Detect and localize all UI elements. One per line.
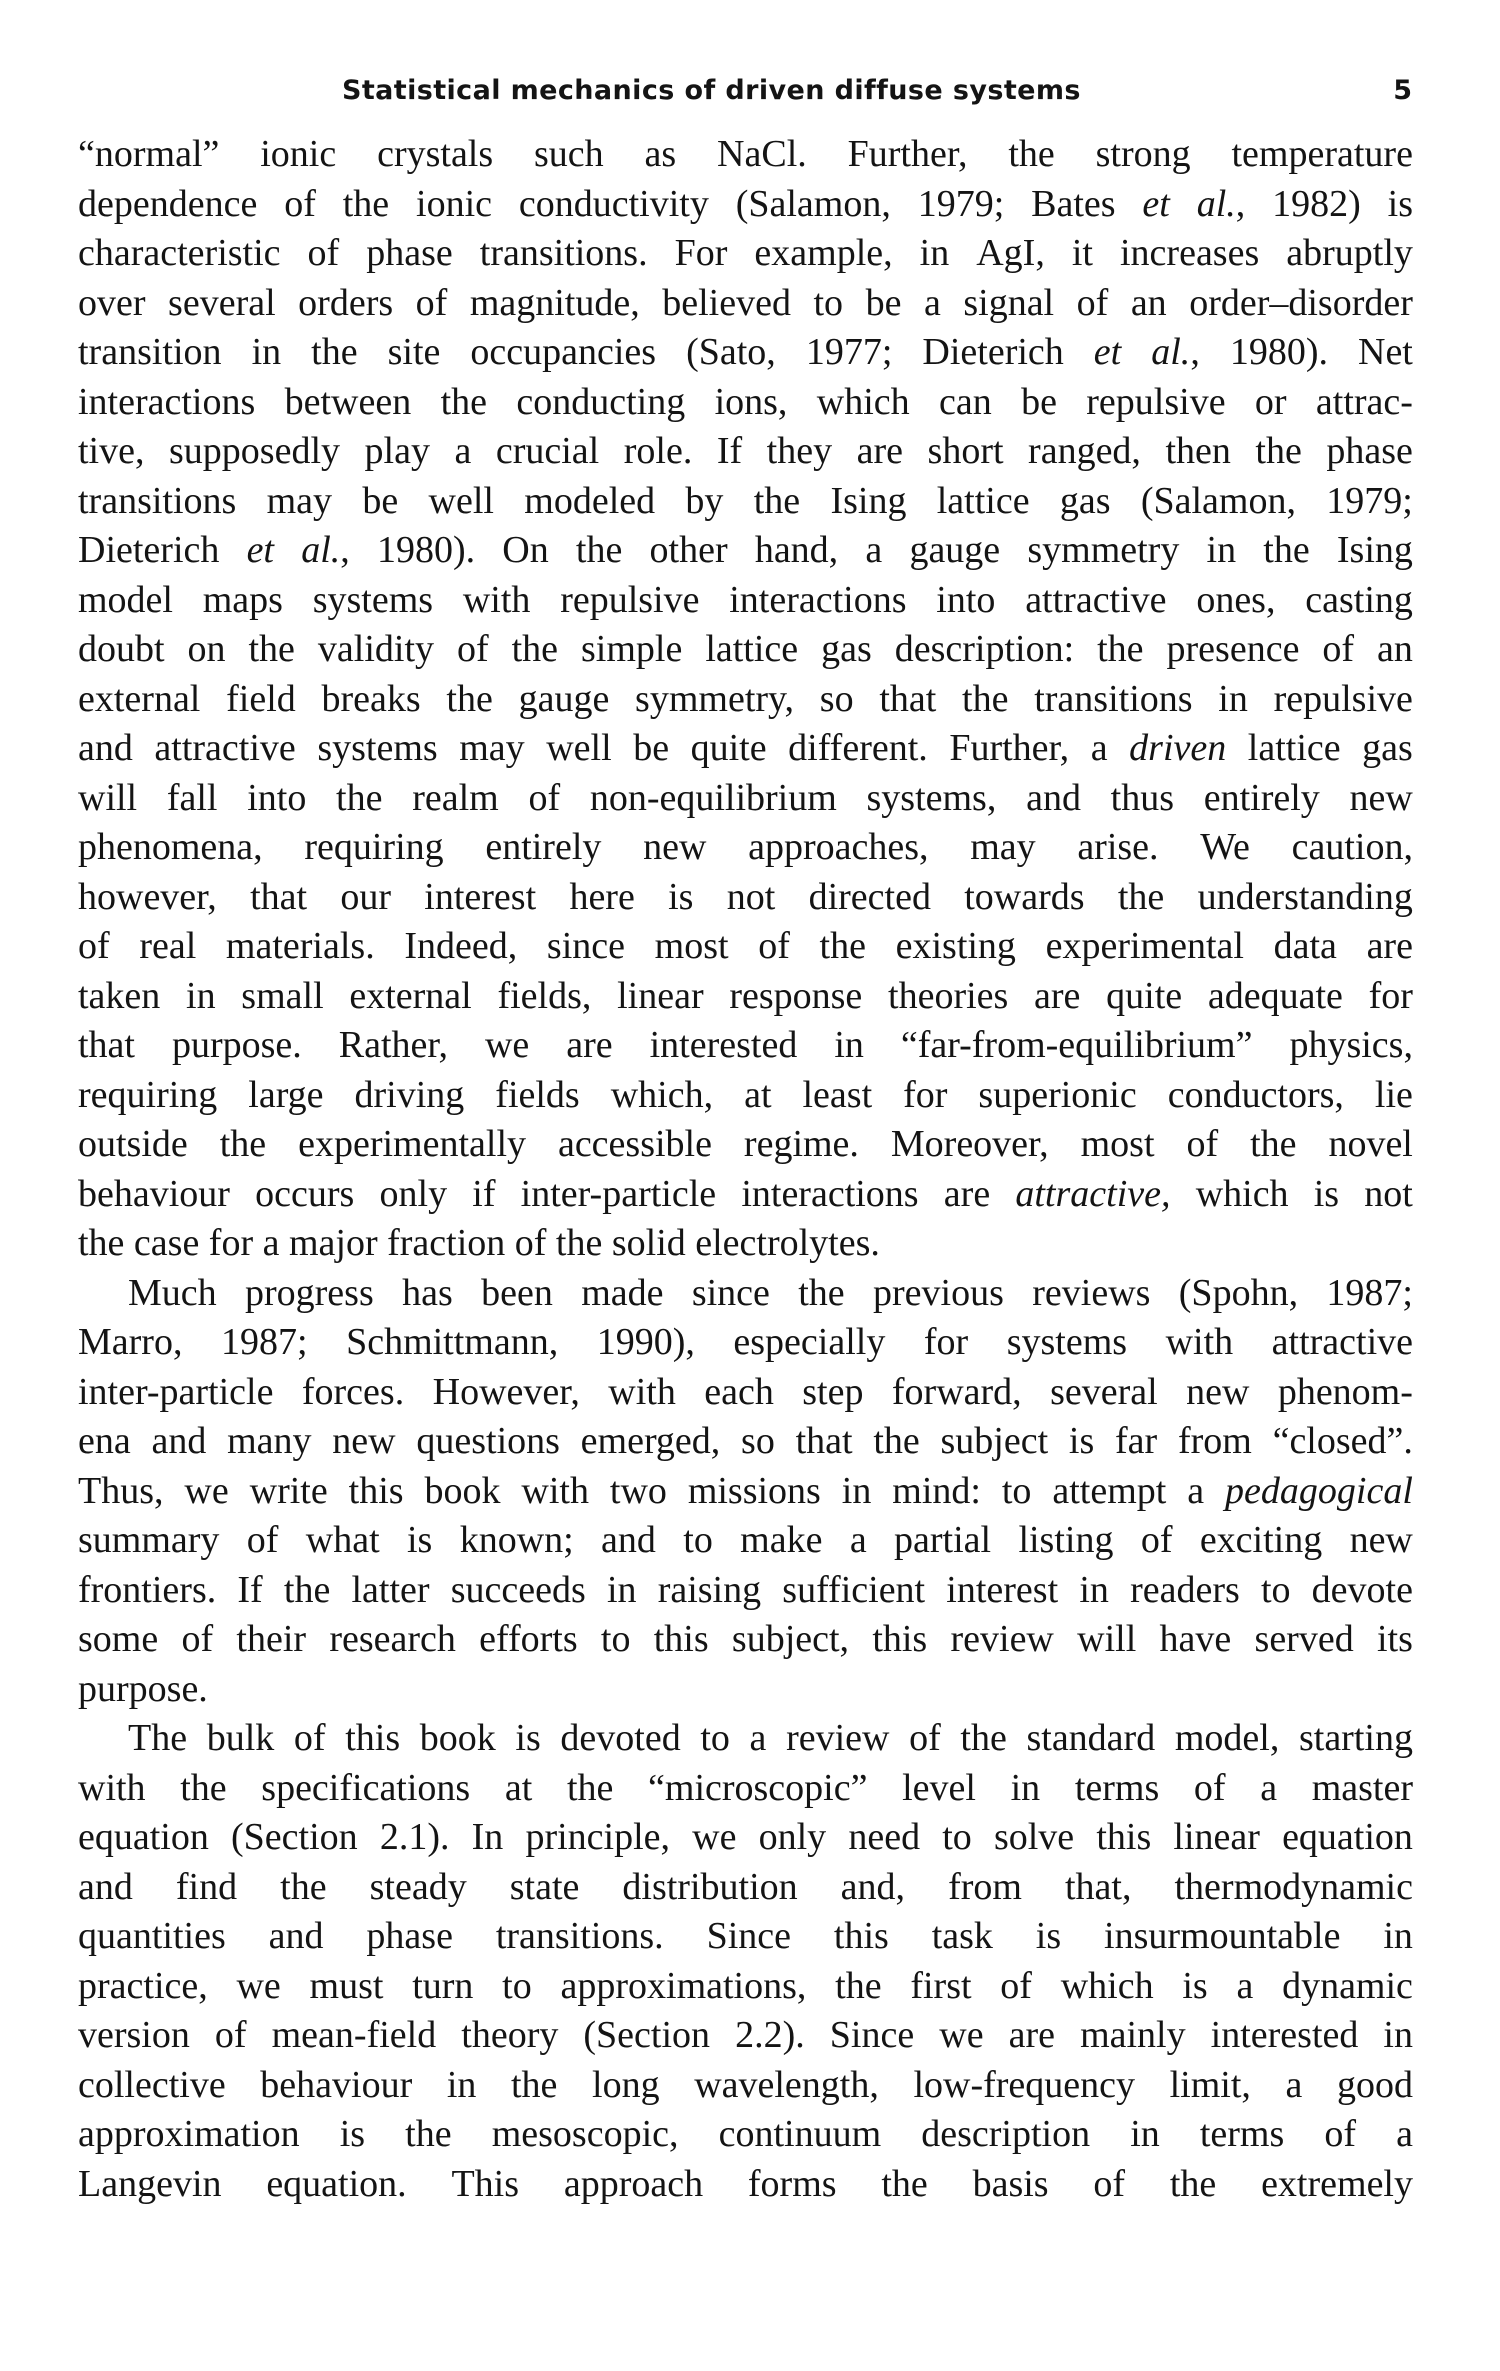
running-title: Statistical mechanics of driven diffuse systems <box>342 75 1081 106</box>
text-line: Marro, 1987; Schmittmann, 1990), especially for systems with attractive <box>78 1321 1413 1363</box>
text-line: ena and many new questions emerged, so that the subject is far from “closed”. <box>78 1420 1413 1462</box>
body-text <box>78 130 1413 2209</box>
text-line: “normal” ionic crystals such as NaCl. Further, the strong temperature <box>78 133 1413 175</box>
text-line: outside the experimentally accessible regime. Moreover, most of the novel <box>78 1123 1413 1165</box>
text-line: Langevin equation. This approach forms the basis of the extremely <box>78 2162 1413 2205</box>
text-line: transitions may be well modeled by the Ising lattice gas (Salamon, 1979; <box>78 479 1413 522</box>
text-line: purpose. <box>78 1667 208 1710</box>
text-line: quantities and phase transitions. Since this task is insurmountable in <box>78 1915 1413 1957</box>
text-line: with the specifications at the “microscopic” level in terms of a master <box>78 1766 1413 1809</box>
text-line: version of mean-field theory (Section 2.2). Since we are mainly interested in <box>78 2014 1413 2056</box>
text-line: of real materials. Indeed, since most of the existing experimental data are <box>78 925 1413 967</box>
text-line: phenomena, requiring entirely new approaches, may arise. We caution, <box>78 826 1413 868</box>
text-line: Thus, we write this book with two missions in mind: to attempt a pedagogical <box>78 1469 1413 1512</box>
text-line: summary of what is known; and to make a partial listing of exciting new <box>78 1519 1413 1561</box>
text-line: Dieterich et al., 1980). On the other hand, a gauge symmetry in the Ising <box>78 529 1413 571</box>
paragraph <box>78 1269 1413 1715</box>
text-line: inter-particle forces. However, with each step forward, several new phenom- <box>78 1370 1413 1413</box>
text-line: Much progress has been made since the previous reviews (Spohn, 1987; <box>128 1271 1413 1314</box>
text-line: doubt on the validity of the simple lattice gas description: the presence of an <box>78 628 1413 670</box>
text-line: dependence of the ionic conductivity (Salamon, 1979; Bates et al., 1982) is <box>78 182 1413 225</box>
text-line: external field breaks the gauge symmetry, so that the transitions in repulsive <box>78 677 1413 720</box>
text-line: equation (Section 2.1). In principle, we only need to solve this linear equation <box>78 1816 1413 1858</box>
text-line: behaviour occurs only if inter-particle interactions are attractive, which is not <box>78 1172 1413 1215</box>
text-line: taken in small external fields, linear response theories are quite adequate for <box>78 974 1413 1017</box>
text-line: transition in the site occupancies (Sato, 1977; Dieterich et al., 1980). Net <box>78 331 1413 373</box>
text-line: however, that our interest here is not directed towards the understanding <box>78 875 1413 918</box>
text-line: characteristic of phase transitions. For example, in AgI, it increases abruptly <box>78 232 1413 274</box>
text-line: The bulk of this book is devoted to a review of the standard model, starting <box>128 1717 1413 1759</box>
text-line: and attractive systems may well be quite different. Further, a driven lattice gas <box>78 727 1413 769</box>
text-line: over several orders of magnitude, believed to be a signal of an order–disorder <box>78 281 1413 324</box>
running-head <box>0 66 1500 116</box>
paragraph <box>78 130 1413 1269</box>
text-line: frontiers. If the latter succeeds in raising sufficient interest in readers to devote <box>78 1568 1413 1611</box>
text-line: and find the steady state distribution and, from that, thermodynamic <box>78 1865 1413 1908</box>
text-line: that purpose. Rather, we are interested in “far-from-equilibrium” physics, <box>78 1024 1413 1066</box>
text-line: practice, we must turn to approximations, the first of which is a dynamic <box>78 1964 1413 2007</box>
text-line: the case for a major fraction of the solid electrolytes. <box>78 1222 880 1264</box>
text-line: interactions between the conducting ions, which can be repulsive or attrac- <box>78 380 1413 423</box>
text-line: will fall into the realm of non-equilibrium systems, and thus entirely new <box>78 776 1413 819</box>
text-line: tive, supposedly play a crucial role. If they are short ranged, then the phase <box>78 430 1413 472</box>
paragraph <box>78 1714 1413 2209</box>
text-line: some of their research efforts to this subject, this review will have served its <box>78 1618 1413 1660</box>
text-line: collective behaviour in the long wavelength, low-frequency limit, a good <box>78 2063 1413 2106</box>
text-line: model maps systems with repulsive interactions into attractive ones, casting <box>78 578 1413 621</box>
page-number: 5 <box>1393 75 1412 106</box>
text-line: requiring large driving fields which, at least for superionic conductors, lie <box>78 1073 1413 1116</box>
text-line: approximation is the mesoscopic, continuum description in terms of a <box>78 2113 1413 2155</box>
